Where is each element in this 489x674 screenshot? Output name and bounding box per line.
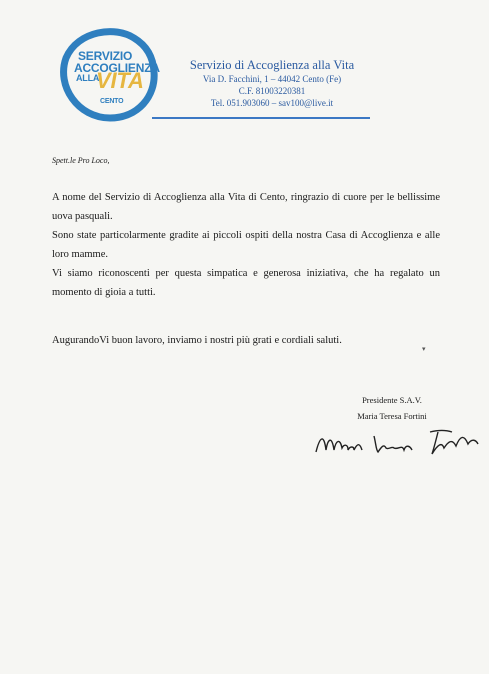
letter-body <box>52 188 440 302</box>
salutation: Spett.le Pro Loco, <box>52 156 110 165</box>
paragraph: A nome del Servizio di Accoglienza alla Vita di Cento, ringrazio di cuore per le bellissime uova pasquali. <box>52 192 440 222</box>
contacts: Tel. 051.903060 – sav100@live.it <box>210 98 334 108</box>
signer-title: Presidente S.A.V. <box>362 395 422 405</box>
logo-text-cento: CENTO <box>100 98 124 105</box>
tax-code: C.F. 81003220381 <box>238 86 306 96</box>
header-divider <box>152 117 370 119</box>
closing: AugurandoVi buon lavoro, inviamo i nostri più grati e cordiali saluti. <box>52 335 342 346</box>
address: Via D. Facchini, 1 – 44042 Cento (Fe) <box>202 74 342 84</box>
organization-name: Servizio di Accoglienza alla Vita <box>189 58 355 72</box>
paragraph: Sono state particolarmente gradite ai piccoli ospiti della nostra Casa di Accoglienza e alle loro mamme. <box>52 230 440 260</box>
letterhead <box>172 58 372 109</box>
logo-text-vita: VITA <box>96 68 144 93</box>
stray-mark: ▾ <box>422 345 426 353</box>
handwritten-signature <box>312 424 482 464</box>
logo-text-servizio: SERVIZIO <box>78 49 133 63</box>
logo-text-accoglienza: ACCOGLIENZA <box>74 61 160 75</box>
paragraph: Vi siamo riconoscenti per questa simpatica e generosa iniziativa, che ha regalato un momento di gioia a tutti. <box>52 268 440 298</box>
signer-name: Maria Teresa Fortini <box>357 411 427 421</box>
signature-icon <box>312 424 482 464</box>
organization-logo <box>56 24 160 124</box>
signature-block <box>332 392 452 424</box>
logo-text-alla: ALLA <box>76 73 100 83</box>
